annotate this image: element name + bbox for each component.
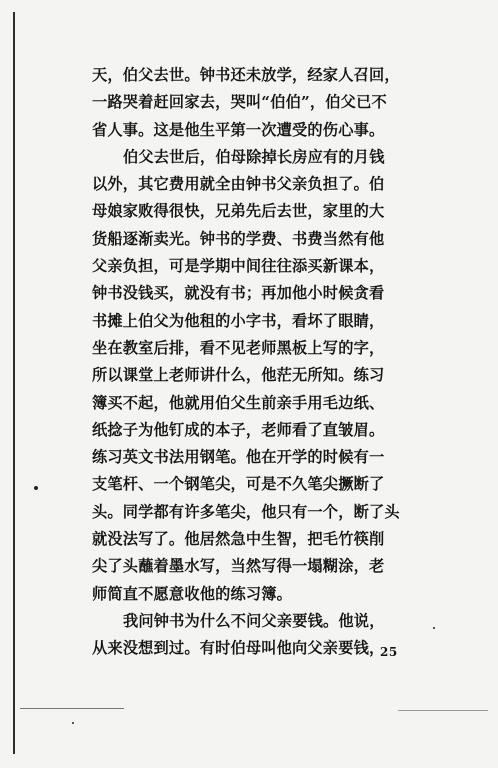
text-line-10: 书摊上伯父为他租的小字书，看坏了眼睛， xyxy=(92,311,385,330)
text-line-18: 就没法写了。他居然急中生智，把毛竹筷削 xyxy=(92,530,385,549)
text-line-5: 以外，其它费用就全由钟书父亲负担了。伯 xyxy=(92,175,385,194)
text-line-17: 头。同学都有许多笔尖，他只有一个，断了头 xyxy=(92,502,400,521)
text-line-11: 坐在教室后排，看不见老师黑板上写的字， xyxy=(92,338,385,357)
scan-mark-right xyxy=(398,710,488,711)
text-line-3: 省人事。这是他生平第一次遭受的伤心事。 xyxy=(92,120,385,139)
text-line-13: 簿买不起，他就用伯父生前亲手用毛边纸、 xyxy=(92,393,385,412)
text-line-8: 父亲负担，可是学期中间往往添买新课本， xyxy=(92,257,385,276)
text-line-20: 师简直不愿意收他的练习簿。 xyxy=(92,584,293,603)
text-line-4: 伯父去世后，伯母除掉长房应有的月钱 xyxy=(123,147,385,166)
text-line-1: 天，伯父去世。钟书还未放学，经家人召回， xyxy=(92,66,400,84)
text-line-12: 所以课堂上老师讲什么，他茫无所知。练习 xyxy=(92,366,385,385)
text-line-16: 支笔杆、一个钢笔尖，可是不久笔尖撅断了 xyxy=(92,475,385,494)
text-line-6: 母娘家败得很快，兄弟先后去世，家里的大 xyxy=(92,202,385,221)
text-line-7: 货船逐渐卖光。钟书的学费、书费当然有他 xyxy=(92,229,385,248)
scan-speck-2 xyxy=(433,627,435,629)
page-left-edge xyxy=(13,12,15,754)
page-number: 25 xyxy=(380,645,398,659)
text-line-22: 从来没想到过。有时伯母叫他向父亲要钱， xyxy=(92,639,385,658)
text-line-2: 一路哭着赶回家去，哭叫“伯伯”，伯父已不 xyxy=(92,93,387,112)
text-line-21: 我问钟书为什么不问父亲要钱。他说， xyxy=(123,611,385,630)
text-line-15: 练习英文书法用钢笔。他在开学的时候有一 xyxy=(92,448,385,467)
body-text xyxy=(92,62,454,663)
text-line-9: 钟书没钱买，就没有书；再加他小时候贪看 xyxy=(92,284,385,303)
scan-mark-left xyxy=(20,708,124,709)
text-line-19: 尖了头蘸着墨水写，当然写得一塌糊涂，老 xyxy=(92,557,385,576)
scan-speck-3 xyxy=(72,722,74,724)
text-line-14: 纸捻子为他钉成的本子，老师看了直皱眉。 xyxy=(92,420,385,439)
scan-speck-1 xyxy=(34,486,38,490)
